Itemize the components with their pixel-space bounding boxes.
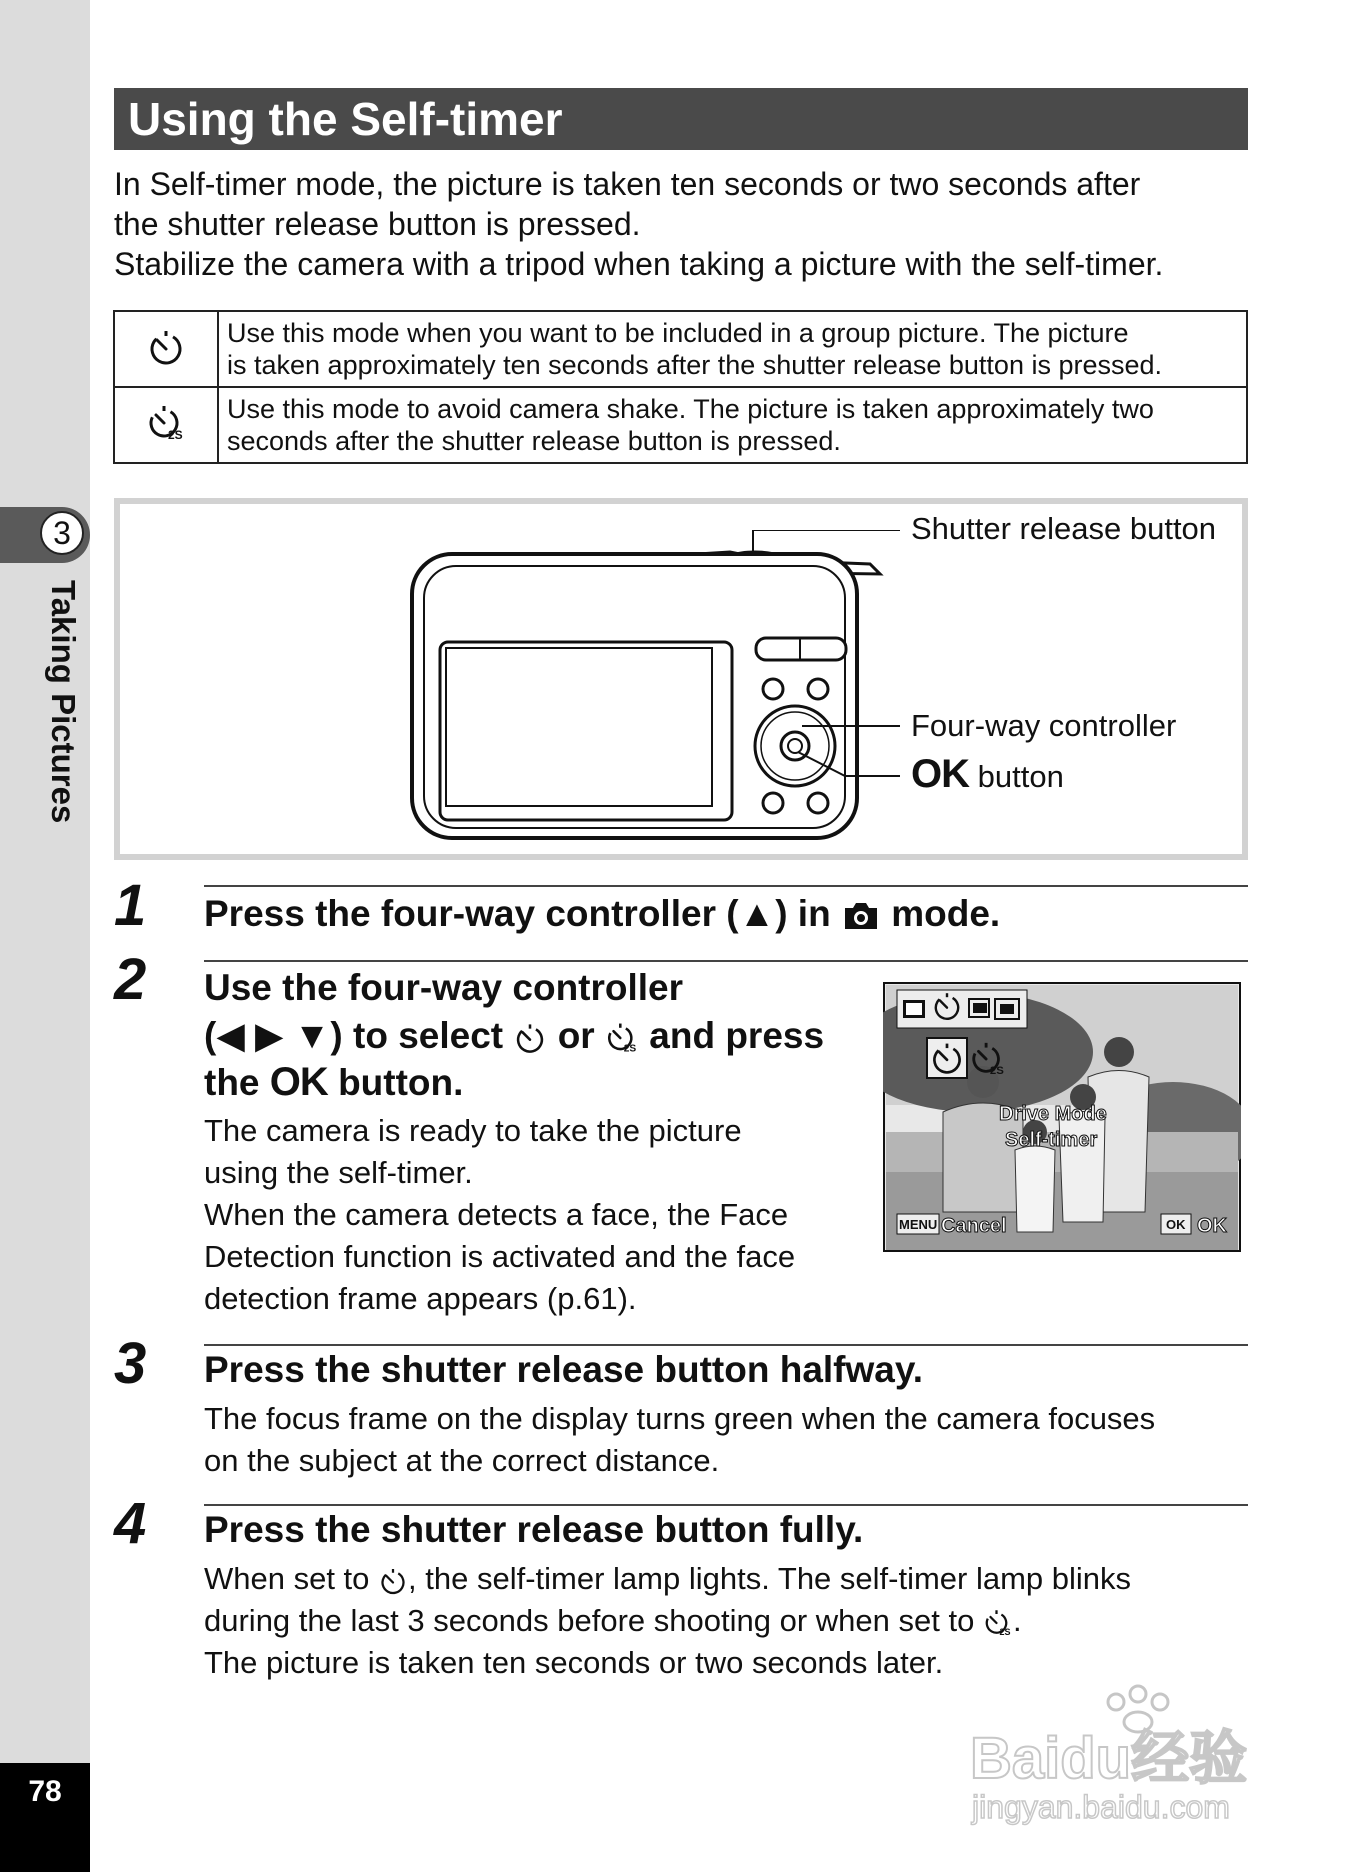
step-2-body-line: When the camera detects a face, the Face (204, 1197, 789, 1232)
ok-mark: OK (911, 752, 969, 796)
step-number: 1 (114, 873, 147, 938)
step-2-text: the (204, 1062, 260, 1103)
step-2-text: or (557, 1015, 595, 1056)
lcd-menu-value: Self-timer (1005, 1129, 1098, 1151)
chapter-number: 3 (40, 511, 84, 555)
chapter-title: Taking Pictures (45, 580, 82, 824)
page-title: Using the Self-timer (128, 93, 563, 145)
self-timer-2s-icon (605, 1021, 639, 1055)
mode-desc-line: Use this mode to avoid camera shake. The picture is taken approximately two (227, 394, 1154, 424)
intro-line-3: Stabilize the camera with a tripod when taking a picture with the self-timer. (114, 246, 1164, 282)
self-timer-10s-icon (513, 1021, 547, 1055)
mode-description (218, 311, 1247, 387)
baidu-watermark (966, 1680, 1286, 1830)
mode-description (218, 387, 1247, 463)
intro-line-2: the shutter release button is pressed. (114, 206, 641, 242)
step-1-heading (204, 890, 1000, 938)
step-2-heading-line-1: Use the four-way controller (204, 967, 684, 1008)
lcd-menu-title: Drive Mode (999, 1103, 1107, 1125)
mode-table (113, 310, 1248, 464)
step-2-text: button. (338, 1062, 464, 1103)
ok-button-text: button (977, 759, 1064, 794)
step-divider (204, 885, 1248, 887)
step-4-body-line-2 (204, 1600, 1022, 1642)
step-2-text: and press (649, 1015, 825, 1056)
mode-row-10s (114, 311, 1247, 387)
page-number: 78 (28, 1775, 62, 1808)
step-2-heading-line-2 (204, 1012, 824, 1060)
step-2-text: to select (353, 1015, 504, 1056)
mode-icon-cell (114, 387, 218, 463)
lcd-menu-key: MENU (899, 1217, 938, 1232)
shutter-release-label: Shutter release button (911, 511, 1217, 546)
step-4-text: . (1012, 1603, 1022, 1638)
step-2-body-line: The camera is ready to take the picture (204, 1113, 742, 1148)
mode-desc-line: Use this mode when you want to be included in a group picture. The picture (227, 318, 1129, 348)
step-number: 4 (114, 1491, 147, 1556)
self-timer-2s-icon (983, 1608, 1013, 1638)
step-3-body-line: The focus frame on the display turns green when the camera focuses (204, 1401, 1156, 1436)
step-1-text: mode. (891, 893, 1001, 934)
step-4-body-line-3: The picture is taken ten seconds or two seconds later. (204, 1645, 944, 1680)
step-2-body-line: using the self-timer. (204, 1155, 473, 1190)
camera-mode-icon (841, 900, 881, 932)
camera-back-illustration (400, 530, 920, 850)
mode-desc-line: is taken approximately ten seconds after the shutter release button is pressed. (227, 350, 1163, 380)
arrow-keys-icon: (◀ ▶ ▼) (204, 1015, 343, 1056)
step-3-body-line: on the subject at the correct distance. (204, 1443, 720, 1478)
four-way-controller-label: Four-way controller (911, 708, 1177, 743)
step-divider (204, 960, 1248, 962)
mode-desc-line: seconds after the shutter release button is pressed. (227, 426, 841, 456)
step-2-body-line: Detection function is activated and the face (204, 1239, 796, 1274)
self-timer-2s-icon (146, 403, 186, 443)
step-1-text: ) in (775, 893, 831, 934)
step-number: 3 (114, 1331, 147, 1396)
step-4-body-line-1 (204, 1558, 1131, 1600)
lcd-ok-key: OK (1166, 1217, 1186, 1232)
mode-row-2s (114, 387, 1247, 463)
step-4-heading: Press the shutter release button fully. (204, 1509, 864, 1550)
sidebar (0, 0, 90, 1872)
step-1-text: Press the four-way controller ( (204, 893, 739, 934)
self-timer-10s-icon (378, 1566, 408, 1596)
step-4-text: , the self-timer lamp lights. The self-timer lamp blinks (408, 1561, 1132, 1596)
watermark-url: jingyan.baidu.com (972, 1789, 1230, 1825)
intro-line-1: In Self-timer mode, the picture is taken ten seconds or two seconds after (114, 166, 1141, 202)
step-2-heading-line-3 (204, 1058, 463, 1107)
lcd-cancel-label: Cancel (941, 1215, 1007, 1237)
step-4-text: When set to (204, 1561, 370, 1596)
ok-button-label (911, 752, 1064, 797)
step-2-body-line: detection frame appears (p.61). (204, 1281, 637, 1316)
watermark-brand: Baidu经验 (970, 1726, 1248, 1791)
step-3-heading: Press the shutter release button halfway. (204, 1349, 923, 1390)
up-arrow-icon: ▲ (738, 893, 776, 934)
lcd-ok-label: OK (1197, 1215, 1227, 1237)
step-number: 2 (114, 947, 147, 1012)
mode-icon-cell (114, 311, 218, 387)
step-4-text: during the last 3 seconds before shooting or when set to (204, 1603, 975, 1638)
lcd-screen-image (883, 982, 1241, 1252)
self-timer-10s-icon (146, 327, 186, 367)
ok-mark: OK (269, 1060, 328, 1104)
